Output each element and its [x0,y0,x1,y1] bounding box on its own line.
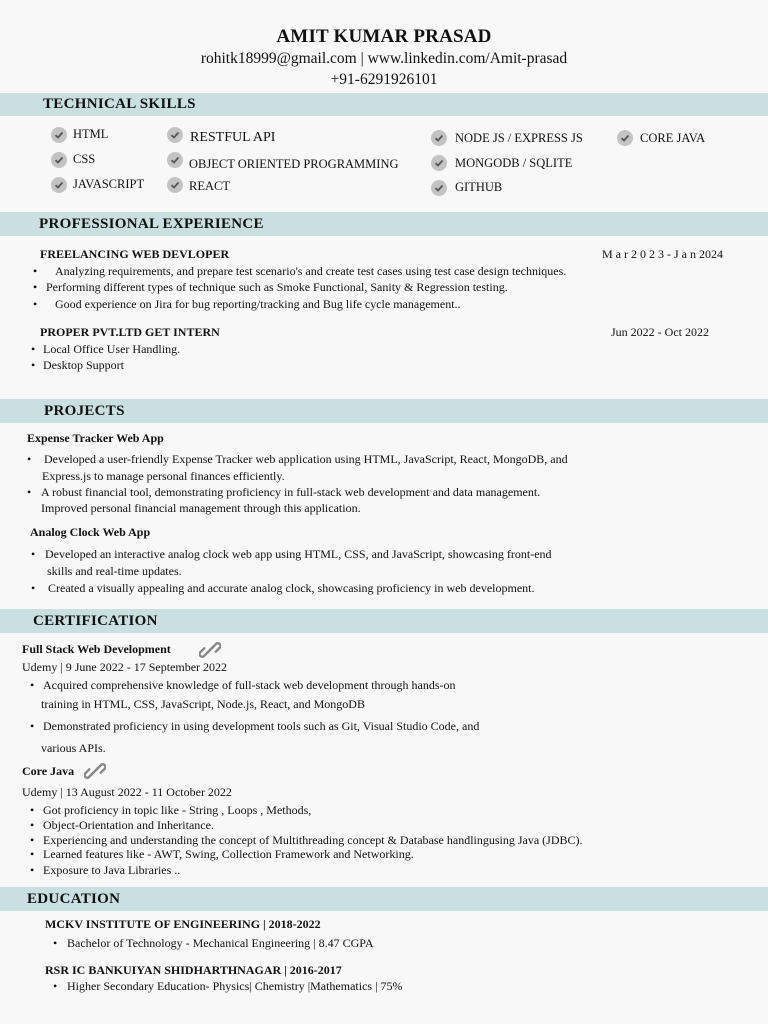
job-bullet: Good experience on Jira for bug reporting/tracking and Bug life cycle management.. [55,297,461,311]
phone-number: +91-6291926101 [330,71,438,88]
cert-title: Core Java [22,764,75,778]
cert-line: Acquired comprehensive knowledge of full-stack web development through hands-on [43,678,456,692]
section-header-skills [0,93,768,116]
bullet-marker: • [31,358,36,372]
job-dates: M a r 2 0 2 3 - J a n 2024 [602,247,723,261]
bullet-marker: • [31,342,36,356]
section-title: TECHNICAL SKILLS [43,96,196,112]
project-line: Developed an interactive analog clock web app using HTML, CSS, and JavaScript, showcasing front-end [45,547,552,561]
skill-item: CORE JAVA [640,131,706,145]
bullet-marker: • [30,847,35,861]
bullet-marker: • [31,581,36,595]
bullet-marker: • [30,678,35,692]
section-header-projects [0,399,768,423]
cert-line: Demonstrated proficiency in using development tools such as Git, Visual Studio Code, and [43,719,480,733]
bullet-marker: • [30,818,35,832]
bullet-marker: • [33,280,38,294]
section-header-certification [0,609,768,633]
education-school: MCKV INSTITUTE OF ENGINEERING | 2018-2022 [45,917,321,931]
job-bullet: Local Office User Handling. [43,342,181,356]
skill-item: GITHUB [455,180,503,194]
bullet-marker: • [27,485,32,499]
bullet-marker: • [33,297,38,311]
section-title: PROFESSIONAL EXPERIENCE [39,216,264,232]
cert-title: Full Stack Web Development [22,642,171,656]
skill-item: NODE JS / EXPRESS JS [455,131,583,145]
job-bullet: Analyzing requirements, and prepare test scenario's and create test cases using test case design techniques. [55,264,567,278]
education-school: RSR IC BANKUIYAN SHIDHARTHNAGAR | 2016-2017 [45,963,342,977]
project-title: Analog Clock Web App [30,525,151,539]
bullet-marker: • [30,833,35,847]
bullet-marker: • [30,803,35,817]
project-line: skills and real-time updates. [47,564,182,578]
job-bullet: Desktop Support [43,358,124,372]
skill-item: RESTFUL API [190,130,276,145]
cert-line: various APIs. [41,741,106,755]
check-circle-icon [431,155,447,171]
job-title: PROPER PVT.LTD GET INTERN [40,325,220,339]
bullet-marker: • [33,264,38,278]
skill-item: OBJECT ORIENTED PROGRAMMING [189,157,399,171]
contact-line[interactable]: rohitk18999@gmail.com | www.linkedin.com/Amit-prasad [200,50,568,67]
section-header-education [0,887,768,911]
link-icon[interactable] [84,761,106,781]
cert-line: Got proficiency in topic like - String , Loops , Methods, [43,803,312,817]
check-circle-icon [431,180,447,196]
section-header-experience [0,212,768,236]
skill-item: REACT [189,179,230,193]
job-title: FREELANCING WEB DEVLOPER [40,247,230,261]
bullet-marker: • [27,452,32,466]
cert-line: Exposure to Java Libraries .. [43,863,181,877]
project-line: A robust financial tool, demonstrating proficiency in full-stack web development and data management. [41,485,541,499]
check-circle-icon [617,130,633,146]
section-title: CERTIFICATION [33,613,158,629]
link-icon[interactable] [199,640,221,660]
bullet-marker: • [31,547,36,561]
cert-line: Object-Orientation and Inheritance. [43,818,214,832]
skill-item: HTML [73,127,109,141]
cert-line: training in HTML, CSS, JavaScript, Node.js, React, and MongoDB [41,697,365,711]
bullet-marker: • [30,719,35,733]
project-line: Developed a user-friendly Expense Tracker web application using HTML, JavaScript, React, MongoDB, and [44,452,568,466]
check-circle-icon [167,152,183,168]
check-circle-icon [51,177,67,193]
skill-item: JAVASCRIPT [73,177,145,191]
skill-item: CSS [73,152,96,166]
job-dates: Jun 2022 - Oct 2022 [611,325,709,339]
check-circle-icon [431,130,447,146]
section-title: EDUCATION [27,891,121,907]
education-detail: Higher Secondary Education- Physics| Chemistry |Mathematics | 75% [67,979,403,993]
project-line: Improved personal financial management through this application. [41,501,361,515]
bullet-marker: • [53,979,58,993]
project-title: Expense Tracker Web App [27,431,164,445]
candidate-name: AMIT KUMAR PRASAD [276,26,492,47]
cert-meta: Udemy | 13 August 2022 - 11 October 2022 [22,785,232,799]
bullet-marker: • [53,936,58,950]
check-circle-icon [51,127,67,143]
cert-line: Learned features like - AWT, Swing, Collection Framework and Networking. [43,847,414,861]
cert-meta: Udemy | 9 June 2022 - 17 September 2022 [22,660,228,674]
skill-item: MONGODB / SQLITE [455,156,573,170]
project-line: Created a visually appealing and accurate analog clock, showcasing proficiency in web development. [48,581,535,595]
job-bullet: Performing different types of technique such as Smoke Functional, Sanity & Regression testing. [46,280,508,294]
project-line: Express.js to manage personal finances efficiently. [42,469,285,483]
bullet-marker: • [30,863,35,877]
check-circle-icon [167,177,183,193]
check-circle-icon [51,152,67,168]
cert-line: Experiencing and understanding the concept of Multithreading concept & Database handlingusing Java (JDBC). [43,833,583,847]
education-detail: Bachelor of Technology - Mechanical Engineering | 8.47 CGPA [67,936,374,950]
section-title: PROJECTS [44,403,125,419]
check-circle-icon [167,127,183,143]
